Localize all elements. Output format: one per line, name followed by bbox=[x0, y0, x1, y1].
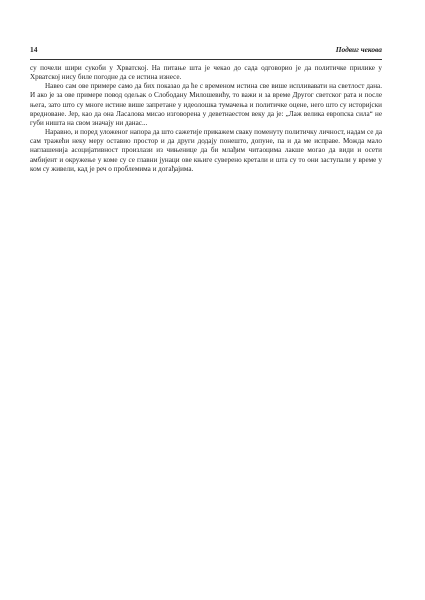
page-number: 14 bbox=[30, 45, 38, 54]
running-head bbox=[30, 45, 382, 59]
paragraph: Наравно, и поред уложеног напора да што сажетије прикажем сваку поменуту политичку личност, надам се да сам тражећи неку меру оставио простор и да други додају понешто, допуне, па и да ме исправе. Можда мало наглашенија асоцијативност произлази из чињенице да би млађим читаоцима лакше могао да види и осети амбијент и окружење у коме су се главни јунаци ове књиге суверено кретали и шта су то они заступали у време у ком су живели, кад је реч о проблемима и догађајима. bbox=[30, 128, 382, 173]
header-rule bbox=[30, 59, 382, 60]
paragraph-continued: су почели шири сукоби у Хрватској. На питање шта је чекао до сада одговорио је да политичке прилике у Хрватској нису биле погодне да се истина изнесе. bbox=[30, 64, 382, 82]
running-title: Подвиг чекова bbox=[335, 45, 382, 54]
paragraph: Навео сам ове примере само да бих показао да ће с временом истина све више испливавати на светлост дана. И ако је за ове примере повод одељак о Слободану Милошевићу, то важи и за време Другог светског рата и после њега, зато што су многе истине више запретане у идеолошка тумачења и политичке оцене, него што су историјски вредноване. Јер, као да она Ласалова мисао изговорена у деветнаестом веку да је: „Лаж велика европска сила“ не губи ништа на свом значају ни данас... bbox=[30, 82, 382, 127]
body-text bbox=[30, 64, 382, 174]
